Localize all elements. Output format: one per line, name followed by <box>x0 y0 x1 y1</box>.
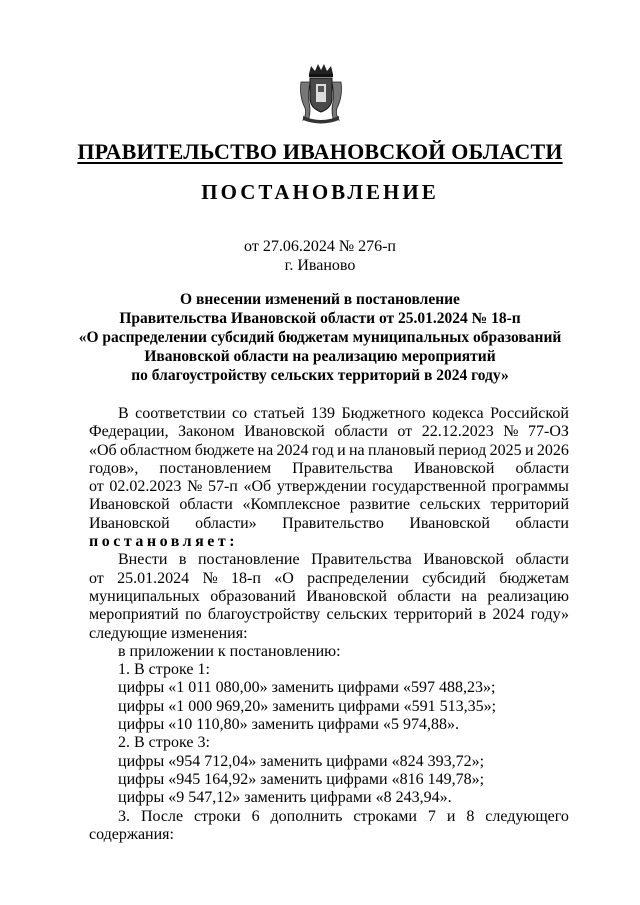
text-line <box>89 423 569 441</box>
word: от <box>397 423 413 441</box>
word: 2024 <box>276 441 309 459</box>
word: Ивановской <box>244 423 325 441</box>
word: Ивановской <box>423 551 504 569</box>
word: В <box>118 405 129 422</box>
word: развитие <box>349 496 410 514</box>
government-title: ПРАВИТЕЛЬСТВО ИВАНОВСКОЙ ОБЛАСТИ <box>77 139 563 164</box>
word: от <box>89 478 104 496</box>
text-line <box>89 753 569 771</box>
word: бюджете <box>194 441 255 459</box>
subject-line: О внесении изменений в постановление <box>180 291 460 308</box>
word: Ивановской <box>306 587 387 605</box>
word: 18-п <box>231 569 261 587</box>
word: № <box>202 569 218 587</box>
word: со <box>232 405 248 422</box>
word: Федерации, <box>89 423 169 441</box>
word: Ивановской <box>413 459 495 477</box>
word: области <box>397 587 451 605</box>
word: дополнить <box>270 807 343 825</box>
word: статьей <box>253 405 305 422</box>
word: на <box>348 441 365 459</box>
annex-text: в приложении к постановлению: <box>118 642 341 660</box>
word: Бюджетного <box>341 405 426 422</box>
word: сельских <box>419 496 481 514</box>
word: мероприятий <box>89 606 179 624</box>
word: Законом <box>178 423 235 441</box>
word: 02.02.2023 <box>109 478 182 496</box>
text-line <box>89 698 569 716</box>
word: Правительства <box>311 551 412 569</box>
word: области <box>515 459 569 477</box>
word: Правительства <box>292 459 393 477</box>
text-line <box>89 679 569 697</box>
paragraph-item-3 <box>89 808 569 826</box>
text-line <box>89 570 569 588</box>
subject-line: Правительства Ивановской области от 25.01.2024 № 18-п <box>119 310 521 327</box>
replacement-item: цифры «1 000 969,20» заменить цифрами «591 513,35»; <box>118 697 497 715</box>
word: Ивановской <box>409 514 490 532</box>
replacement-item: цифры «9 547,12» заменить цифрами «8 243,94». <box>118 789 452 807</box>
word: год <box>311 441 334 459</box>
word: После <box>140 807 184 825</box>
word: территорий <box>393 606 473 624</box>
word: области <box>179 496 233 514</box>
word: № <box>187 478 203 496</box>
word: областном <box>120 441 192 459</box>
word: 57-п <box>207 478 238 496</box>
word: № <box>503 423 519 441</box>
word: и <box>525 441 534 459</box>
resolves-word: постановляет: <box>89 533 239 551</box>
replacement-item: цифры «1 011 080,00» заменить цифрами «597 488,23»; <box>118 679 496 697</box>
word: «О <box>274 569 294 587</box>
word: строки <box>194 807 241 825</box>
text-line <box>89 661 569 679</box>
word: Внести <box>118 551 168 569</box>
line-text: содержания: <box>89 825 174 843</box>
word: в <box>478 606 487 624</box>
replacement-item: цифры «945 164,92» заменить цифрами «816 149,78»; <box>118 770 485 788</box>
text-line <box>89 734 569 752</box>
word: в <box>178 551 187 569</box>
word: бюджетам <box>499 569 569 587</box>
word: соответствии <box>135 405 226 422</box>
text-line <box>89 588 569 606</box>
word: 22.12.2023 <box>421 423 494 441</box>
word: 3. <box>118 807 130 825</box>
word: 2025 <box>489 441 522 459</box>
subject-line: Ивановской области на реализацию мероприятий <box>144 348 496 365</box>
word: области» <box>195 514 257 532</box>
word: и <box>337 441 346 459</box>
text-line <box>89 625 569 643</box>
date-number: от 27.06.2024 № 276-п <box>244 238 396 255</box>
word: утверждении <box>276 478 367 496</box>
paragraph-amend <box>89 551 569 624</box>
word: на <box>461 587 477 605</box>
word: на <box>257 441 274 459</box>
word: благоустройству <box>207 606 321 624</box>
word: государственной <box>372 478 487 496</box>
word: 139 <box>311 405 335 422</box>
word: 2026 <box>536 441 569 459</box>
word: «Об <box>89 441 117 459</box>
word: Правительство <box>282 514 384 532</box>
text-line <box>89 442 569 460</box>
word: 77-ОЗ <box>528 423 569 441</box>
text-line <box>89 496 569 514</box>
word: постановление <box>197 551 300 569</box>
word: 25.01.2024 <box>117 569 190 587</box>
text-line <box>89 808 569 826</box>
word: сельских <box>326 606 388 624</box>
word: по <box>185 606 202 624</box>
subject-heading <box>60 290 580 385</box>
text-line <box>89 826 569 844</box>
word: Ивановской <box>89 514 170 532</box>
text-line <box>89 551 569 569</box>
word: 2024 <box>492 606 525 624</box>
word: и <box>446 807 456 825</box>
word: субсидий <box>422 569 486 587</box>
text-line <box>89 478 569 496</box>
word: 7 <box>427 807 436 825</box>
document-type: ПОСТАНОВЛЕНИЕ <box>201 180 439 204</box>
word: территорий <box>490 496 569 514</box>
text-line <box>89 460 569 478</box>
word: области <box>515 514 569 532</box>
word: 6 <box>251 807 260 825</box>
row-heading: 2. В строке 3: <box>118 734 210 752</box>
text-line <box>89 789 569 807</box>
document-body <box>89 405 569 844</box>
word: плановый <box>367 441 436 459</box>
coat-of-arms-icon <box>297 62 345 124</box>
word: области <box>334 423 388 441</box>
word: «Об <box>243 478 272 496</box>
word: муниципальных <box>89 587 200 605</box>
word: 8 <box>466 807 475 825</box>
word: распределении <box>307 569 409 587</box>
text-line <box>89 643 569 661</box>
word: Российской <box>490 405 569 422</box>
city: г. Иваново <box>284 257 356 274</box>
word: области <box>515 551 569 569</box>
subject-line: «О распределении субсидий бюджетам муниципальных образований <box>78 329 562 346</box>
replacement-item: цифры «954 712,04» заменить цифрами «824 393,72»; <box>118 752 485 770</box>
resolves-line <box>89 533 569 551</box>
text-line <box>89 405 569 423</box>
word: от <box>89 569 104 587</box>
word: программы <box>491 478 569 496</box>
row-heading: 1. В строке 1: <box>118 661 210 679</box>
word: следующего <box>485 807 569 825</box>
word: году» <box>530 606 569 624</box>
line-text: следующие изменения: <box>89 624 248 642</box>
word: строками <box>353 807 417 825</box>
text-line <box>89 716 569 734</box>
replacement-item: цифры «10 110,80» заменить цифрами «5 974,88». <box>118 716 459 734</box>
word: «Комплексное <box>242 496 341 514</box>
word: реализацию <box>487 587 569 605</box>
word: период <box>438 441 487 459</box>
word: годов», <box>89 459 139 477</box>
text-line <box>89 606 569 624</box>
paragraph-preamble <box>89 405 569 533</box>
word: постановлением <box>159 459 272 477</box>
text-line <box>89 771 569 789</box>
text-line <box>89 515 569 533</box>
word: кодекса <box>432 405 484 422</box>
word: образований <box>210 587 296 605</box>
word: Ивановской <box>89 496 170 514</box>
subject-line: по благоустройству сельских территорий в 2024 году» <box>131 367 509 384</box>
